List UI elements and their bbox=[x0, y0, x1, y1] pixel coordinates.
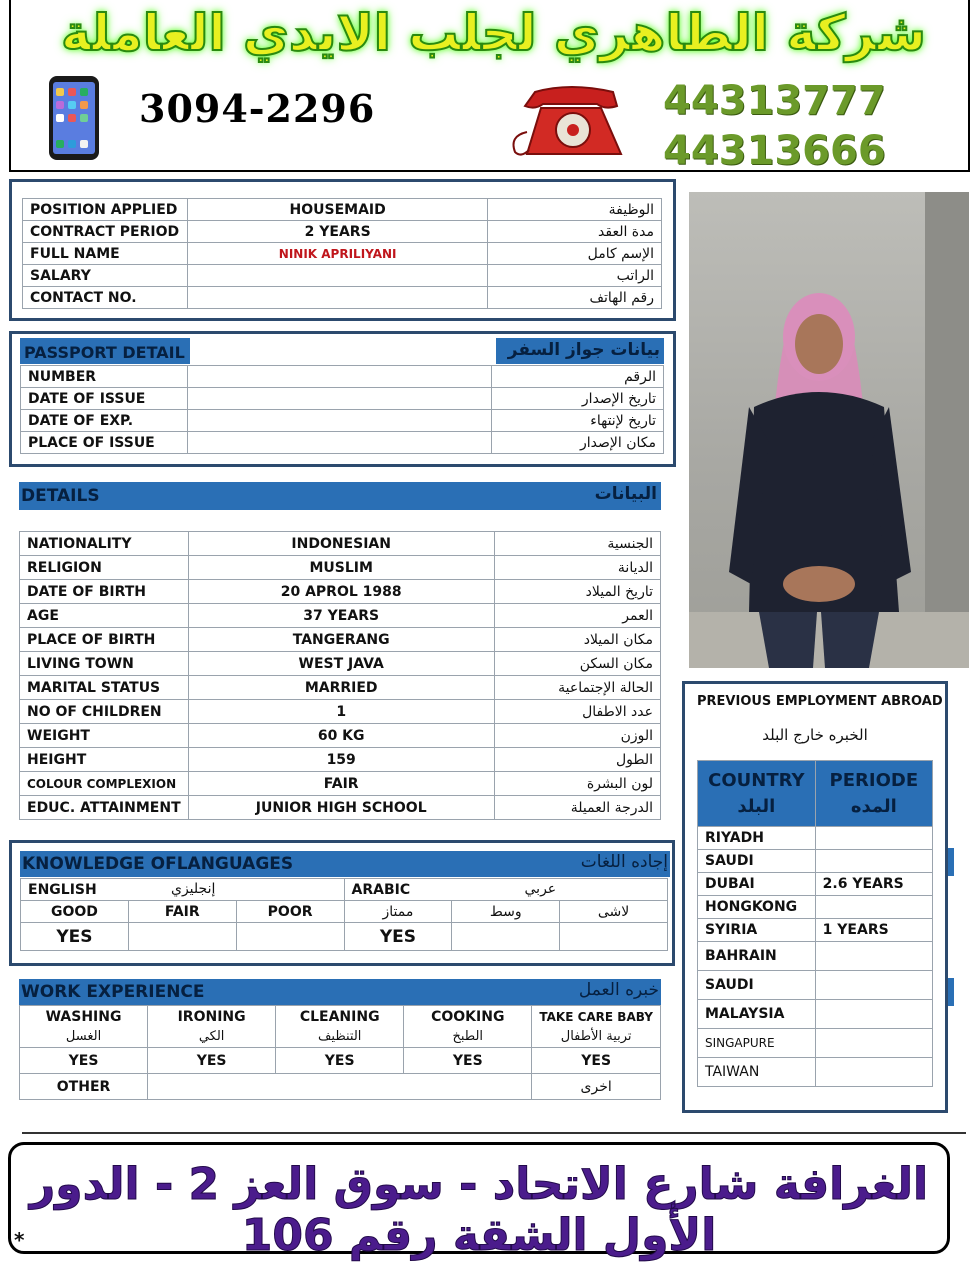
country-cell: SAUDI bbox=[698, 850, 816, 873]
skill-name-ar: الطبخ bbox=[452, 1028, 484, 1044]
mobile-number: 3094-2296 bbox=[139, 86, 376, 131]
row-value: 37 YEARS bbox=[188, 604, 494, 628]
level-ar-0: ممتاز bbox=[344, 901, 452, 923]
row-label-ar: العمر bbox=[494, 604, 660, 628]
skill-value: YES bbox=[532, 1048, 661, 1074]
row-label-ar: الرقم bbox=[492, 366, 664, 388]
main-info-panel bbox=[9, 179, 676, 321]
employment-title-ar: الخبره خارج البلد bbox=[762, 726, 868, 744]
skill-value: YES bbox=[276, 1048, 404, 1074]
table-row bbox=[23, 243, 662, 265]
row-label-ar: الحالة الإجتماعية bbox=[494, 676, 660, 700]
languages-panel bbox=[9, 840, 675, 966]
row-label-ar: مكان الميلاد bbox=[494, 628, 660, 652]
table-row bbox=[23, 287, 662, 309]
row-label: CONTACT NO. bbox=[23, 287, 188, 309]
table-row bbox=[20, 724, 661, 748]
english-mark bbox=[236, 923, 344, 951]
period-cell: 1 YEARS bbox=[815, 919, 932, 942]
table-row bbox=[21, 410, 664, 432]
details-bar bbox=[160, 482, 460, 510]
row-value: 2 YEARS bbox=[187, 221, 487, 243]
country-header-ar: البلد bbox=[737, 795, 776, 817]
row-label-ar: الجنسية bbox=[494, 532, 660, 556]
period-header-ar: المده bbox=[850, 795, 897, 817]
row-value bbox=[187, 388, 491, 410]
english-mark bbox=[128, 923, 236, 951]
country-cell: HONGKONG bbox=[698, 896, 816, 919]
details-table bbox=[19, 531, 661, 820]
level-ar-1: وسط bbox=[452, 901, 560, 923]
skill-header bbox=[532, 1006, 661, 1048]
footer-divider bbox=[22, 1132, 966, 1134]
period-header-en: PERIODE bbox=[829, 769, 919, 791]
languages-bar bbox=[20, 851, 670, 877]
row-value: WEST JAVA bbox=[188, 652, 494, 676]
skill-name: WASHING bbox=[45, 1008, 122, 1025]
other-label-ar: اخرى bbox=[532, 1074, 661, 1100]
row-label: FULL NAME bbox=[23, 243, 188, 265]
english-label-ar: إنجليزي bbox=[171, 881, 216, 897]
country-cell: SAUDI bbox=[698, 971, 816, 1000]
row-value: 1 bbox=[188, 700, 494, 724]
row-value: JUNIOR HIGH SCHOOL bbox=[188, 796, 494, 820]
row-value bbox=[187, 410, 491, 432]
footer bbox=[8, 1142, 950, 1261]
header bbox=[9, 0, 970, 172]
row-value: 20 APROL 1988 bbox=[188, 580, 494, 604]
details-title-ar: البيانات bbox=[460, 482, 661, 510]
languages-table bbox=[20, 878, 668, 951]
table-row bbox=[20, 604, 661, 628]
work-bar bbox=[19, 979, 661, 1005]
skill-value: YES bbox=[148, 1048, 276, 1074]
row-value: 60 KG bbox=[188, 724, 494, 748]
row-label: NATIONALITY bbox=[20, 532, 189, 556]
employment-row bbox=[698, 942, 933, 971]
english-header bbox=[21, 879, 345, 901]
skill-header bbox=[404, 1006, 532, 1048]
period-cell bbox=[815, 850, 932, 873]
period-cell bbox=[815, 1029, 932, 1058]
row-label-ar: تاريخ الإصدار bbox=[492, 388, 664, 410]
main-info-table bbox=[22, 198, 662, 309]
period-cell: 2.6 YEARS bbox=[815, 873, 932, 896]
period-header bbox=[815, 761, 932, 827]
candidate-photo bbox=[689, 192, 969, 668]
arabic-label-ar: عربي bbox=[524, 881, 557, 897]
row-label: RELIGION bbox=[20, 556, 189, 580]
skill-name: TAKE CARE BABY bbox=[539, 1009, 653, 1024]
skill-name: IRONING bbox=[177, 1008, 246, 1025]
table-row bbox=[20, 628, 661, 652]
row-label: DATE OF EXP. bbox=[21, 410, 188, 432]
skill-name: COOKING bbox=[431, 1008, 505, 1025]
row-label: COLOUR COMPLEXION bbox=[20, 772, 189, 796]
row-label: MARITAL STATUS bbox=[20, 676, 189, 700]
table-row bbox=[23, 221, 662, 243]
level-2: POOR bbox=[236, 901, 344, 923]
skill-name-ar: التنظيف bbox=[317, 1028, 362, 1044]
skill-header bbox=[148, 1006, 276, 1048]
row-label: PLACE OF ISSUE bbox=[21, 432, 188, 454]
period-cell bbox=[815, 1000, 932, 1029]
company-name: شركة الطاهري لجلب الايدي العاملة bbox=[61, 4, 926, 62]
table-row bbox=[20, 580, 661, 604]
level-0: GOOD bbox=[21, 901, 129, 923]
arabic-header bbox=[344, 879, 667, 901]
row-label-ar: مكان الإصدار bbox=[492, 432, 664, 454]
table-row bbox=[21, 432, 664, 454]
employment-row bbox=[698, 1029, 933, 1058]
table-row bbox=[20, 772, 661, 796]
row-label: DATE OF BIRTH bbox=[20, 580, 189, 604]
arabic-mark bbox=[560, 923, 668, 951]
work-bar-tail bbox=[948, 978, 954, 1006]
country-cell: RIYADH bbox=[698, 827, 816, 850]
row-label: DATE OF ISSUE bbox=[21, 388, 188, 410]
rotary-phone-icon bbox=[505, 84, 635, 160]
row-label-ar: الدرجة العميلة bbox=[494, 796, 660, 820]
row-label: NO OF CHILDREN bbox=[20, 700, 189, 724]
row-value: MARRIED bbox=[188, 676, 494, 700]
table-row bbox=[20, 700, 661, 724]
row-value: TANGERANG bbox=[188, 628, 494, 652]
asterisk-mark: * bbox=[14, 1228, 25, 1252]
table-row bbox=[23, 265, 662, 287]
row-value: NINIK APRILIYANI bbox=[187, 243, 487, 265]
arabic-label: ARABIC bbox=[351, 881, 411, 898]
passport-title: PASSPORT DETAIL bbox=[20, 338, 190, 364]
employment-title: PREVIOUS EMPLOYMENT ABROAD bbox=[697, 694, 943, 709]
table-row bbox=[21, 388, 664, 410]
row-label: EDUC. ATTAINMENT bbox=[20, 796, 189, 820]
row-label: WEIGHT bbox=[20, 724, 189, 748]
period-cell bbox=[815, 971, 932, 1000]
row-label-ar: الطول bbox=[494, 748, 660, 772]
work-table bbox=[19, 1005, 661, 1100]
row-value: 159 bbox=[188, 748, 494, 772]
employment-row bbox=[698, 873, 933, 896]
row-value: INDONESIAN bbox=[188, 532, 494, 556]
row-value bbox=[187, 366, 491, 388]
office-address: الغرافة شارع الاتحاد - سوق العز 2 - الدور الأول الشقة رقم 106 bbox=[29, 1159, 929, 1261]
employment-row bbox=[698, 850, 933, 873]
employment-row bbox=[698, 1058, 933, 1087]
skill-name-ar: الكي bbox=[198, 1028, 225, 1044]
row-label-ar: الراتب bbox=[488, 265, 662, 287]
skill-value: YES bbox=[20, 1048, 148, 1074]
country-cell: SYIRIA bbox=[698, 919, 816, 942]
row-label-ar: رقم الهاتف bbox=[488, 287, 662, 309]
employment-row bbox=[698, 971, 933, 1000]
row-label-ar: تاريخ لإنتهاء bbox=[492, 410, 664, 432]
table-row bbox=[20, 556, 661, 580]
phone-number-2: 44313666 bbox=[663, 128, 886, 174]
arabic-mark bbox=[452, 923, 560, 951]
languages-bar-tail bbox=[948, 848, 954, 876]
passport-title-ar: بيانات جواز السفر bbox=[496, 338, 664, 364]
country-cell: TAIWAN bbox=[698, 1058, 816, 1087]
row-label: LIVING TOWN bbox=[20, 652, 189, 676]
row-label: AGE bbox=[20, 604, 189, 628]
employment-row bbox=[698, 1000, 933, 1029]
row-value bbox=[187, 265, 487, 287]
country-cell: DUBAI bbox=[698, 873, 816, 896]
country-cell: BAHRAIN bbox=[698, 942, 816, 971]
passport-panel bbox=[9, 331, 676, 467]
row-label: PLACE OF BIRTH bbox=[20, 628, 189, 652]
period-cell bbox=[815, 1058, 932, 1087]
row-label-ar: عدد الاطفال bbox=[494, 700, 660, 724]
country-header bbox=[698, 761, 816, 827]
row-label-ar: تاريخ الميلاد bbox=[494, 580, 660, 604]
skill-value: YES bbox=[404, 1048, 532, 1074]
table-row bbox=[20, 676, 661, 700]
candidate-figure bbox=[689, 192, 969, 668]
table-row bbox=[23, 199, 662, 221]
row-value: FAIR bbox=[188, 772, 494, 796]
table-row bbox=[20, 748, 661, 772]
skill-header bbox=[20, 1006, 148, 1048]
row-label-ar: الديانة bbox=[494, 556, 660, 580]
row-value bbox=[187, 432, 491, 454]
period-cell bbox=[815, 827, 932, 850]
country-cell: SINGAPURE bbox=[698, 1029, 816, 1058]
country-header-en: COUNTRY bbox=[708, 769, 805, 791]
row-label-ar: الوظيفة bbox=[488, 199, 662, 221]
row-label: NUMBER bbox=[21, 366, 188, 388]
row-label: SALARY bbox=[23, 265, 188, 287]
arabic-mark: YES bbox=[344, 923, 452, 951]
level-ar-2: لاشى bbox=[560, 901, 668, 923]
table-row bbox=[20, 652, 661, 676]
row-label: POSITION APPLIED bbox=[23, 199, 188, 221]
employment-row bbox=[698, 827, 933, 850]
details-title: DETAILS bbox=[19, 482, 160, 510]
employment-row bbox=[698, 896, 933, 919]
row-value: HOUSEMAID bbox=[187, 199, 487, 221]
phone-number-1: 44313777 bbox=[663, 78, 886, 124]
row-label-ar: مكان السكن bbox=[494, 652, 660, 676]
english-label: ENGLISH bbox=[28, 881, 97, 898]
languages-title: KNOWLEDGE OFLANGUAGES bbox=[22, 854, 294, 874]
row-label-ar: لون البشرة bbox=[494, 772, 660, 796]
period-cell bbox=[815, 896, 932, 919]
table-row bbox=[20, 532, 661, 556]
other-label: OTHER bbox=[20, 1074, 148, 1100]
table-row bbox=[20, 796, 661, 820]
skill-name: CLEANING bbox=[299, 1008, 380, 1025]
employment-row bbox=[698, 919, 933, 942]
other-value bbox=[148, 1074, 532, 1100]
work-title: WORK EXPERIENCE bbox=[21, 982, 205, 1002]
period-cell bbox=[815, 942, 932, 971]
work-title-ar: خبره العمل bbox=[578, 980, 659, 1000]
row-label: CONTRACT PERIOD bbox=[23, 221, 188, 243]
skill-name-ar: تربية الأطفال bbox=[560, 1028, 632, 1044]
row-value bbox=[187, 287, 487, 309]
skill-name-ar: الغسل bbox=[65, 1028, 102, 1044]
smartphone-icon bbox=[47, 74, 101, 162]
row-value: MUSLIM bbox=[188, 556, 494, 580]
english-mark: YES bbox=[21, 923, 129, 951]
row-label-ar: الإسم كامل bbox=[488, 243, 662, 265]
level-1: FAIR bbox=[128, 901, 236, 923]
languages-title-ar: إجاده اللغات bbox=[580, 852, 668, 872]
table-row bbox=[21, 366, 664, 388]
skill-header bbox=[276, 1006, 404, 1048]
country-cell: MALAYSIA bbox=[698, 1000, 816, 1029]
employment-panel bbox=[682, 681, 948, 1113]
row-label: HEIGHT bbox=[20, 748, 189, 772]
employment-table bbox=[697, 760, 933, 1087]
row-label-ar: مدة العقد bbox=[488, 221, 662, 243]
row-label-ar: الوزن bbox=[494, 724, 660, 748]
passport-table bbox=[20, 365, 664, 454]
